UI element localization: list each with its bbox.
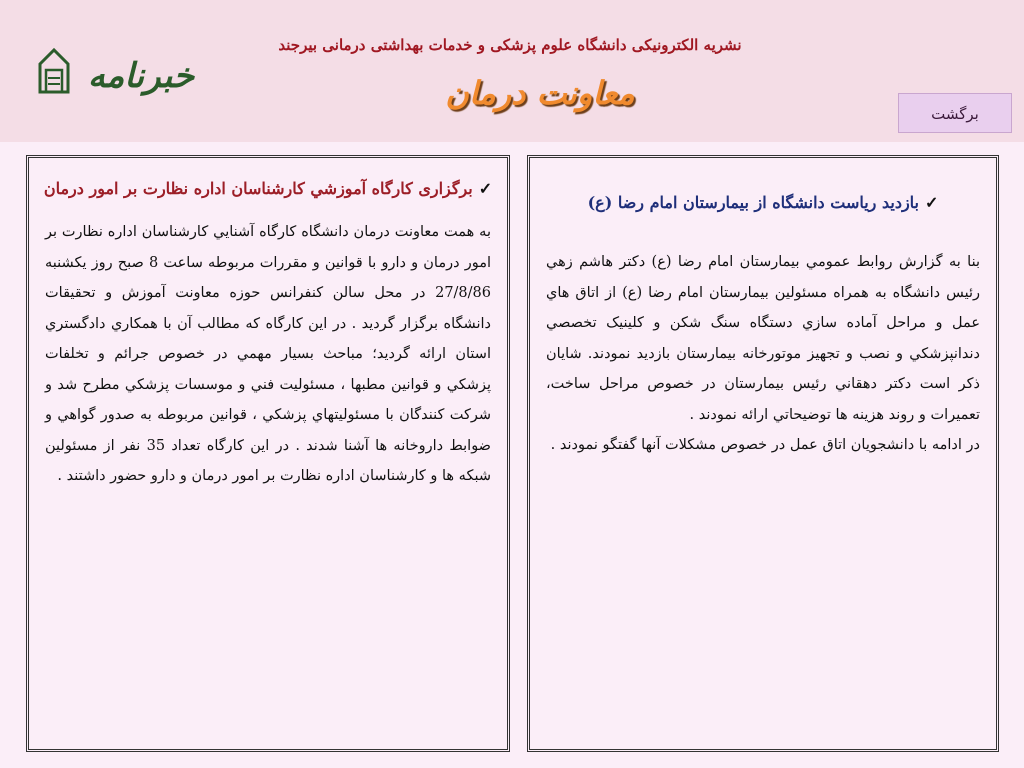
logo: [34, 36, 195, 108]
checkmark-icon: ✓: [478, 179, 493, 198]
logo-text: خبرنامه: [87, 56, 195, 96]
back-button[interactable]: برگشت: [898, 93, 1012, 133]
article-title: [544, 186, 982, 219]
article-title-text: برگزاری کارگاه آموزشي کارشناسان اداره نظارت بر امور درمان: [43, 179, 473, 198]
article-panel-hospital-visit: [527, 155, 999, 752]
article-paragraph: به همت معاونت درمان دانشگاه کارگاه آشنايي کارشناسان اداره نظارت بر امور درمان و دارو با قوانين و مقررات مربوطه ساعت 8 صبح روز يکشنبه 27/8/86 در محل سالن کنفرانس حوزه معاونت آموزش و تحقيقات دانشگاه برگزار گرديد . در اين کارگاه که مطالب آن با همکاري دادگستري استان ارائه گرديد؛ مباحث بسيار مهمي در خصوص جرائم و تخلفات پزشکي و قوانين مطبها ، مسئوليت فني و موسسات پزشکي مطرح شد و شرکت کنندگان با مسئوليتهاي پزشکي ، قوانين مربوطه به صدور گواهي و ضوابط داروخانه ها آشنا شدند . در اين کارگاه تعداد 35 نفر از مسئولين شبکه ها و کارشناسان اداره نظارت بر امور درمان و دارو حضور داشتند .: [45, 224, 492, 484]
header-bar: [0, 0, 1024, 142]
newsletter-subtitle: نشریه الکترونیکی دانشگاه علوم پزشکی و خدمات بهداشتی درمانی بیرجند: [278, 36, 742, 54]
logo-building-icon: [34, 44, 74, 94]
article-paragraph: بنا به گزارش روابط عمومي بيمارستان امام رضا (ع) دکتر هاشم زهي رئيس دانشگاه به همراه مسئولين بيمارستان امام رضا (ع) از اتاق هاي عمل و مراحل آماده سازي دستگاه سنگ شکن و کلينيک تخصصي دندانپزشکي و نصب و تجهيز موتورخانه بيمارستان بازديد نمودند. شايان ذکر است دکتر دهقاني رئيس بيمارستان در خصوص مراحل ساخت، تعميرات و روند هزينه ها توضيحاتي ارائه نمودند .: [546, 254, 980, 423]
checkmark-icon: ✓: [925, 193, 939, 212]
article-title: [43, 172, 493, 205]
article-paragraph: در ادامه با دانشجويان اتاق عمل در خصوص مشکلات آنها گفتگو نمودند .: [550, 437, 980, 453]
section-title: معاونت درمان: [445, 74, 635, 112]
article-panel-workshop: [26, 155, 510, 752]
article-body: [45, 217, 491, 492]
article-title-text: بازدید رياست دانشگاه از بيمارستان امام رضا (ع): [587, 193, 919, 212]
article-body: [546, 247, 980, 461]
